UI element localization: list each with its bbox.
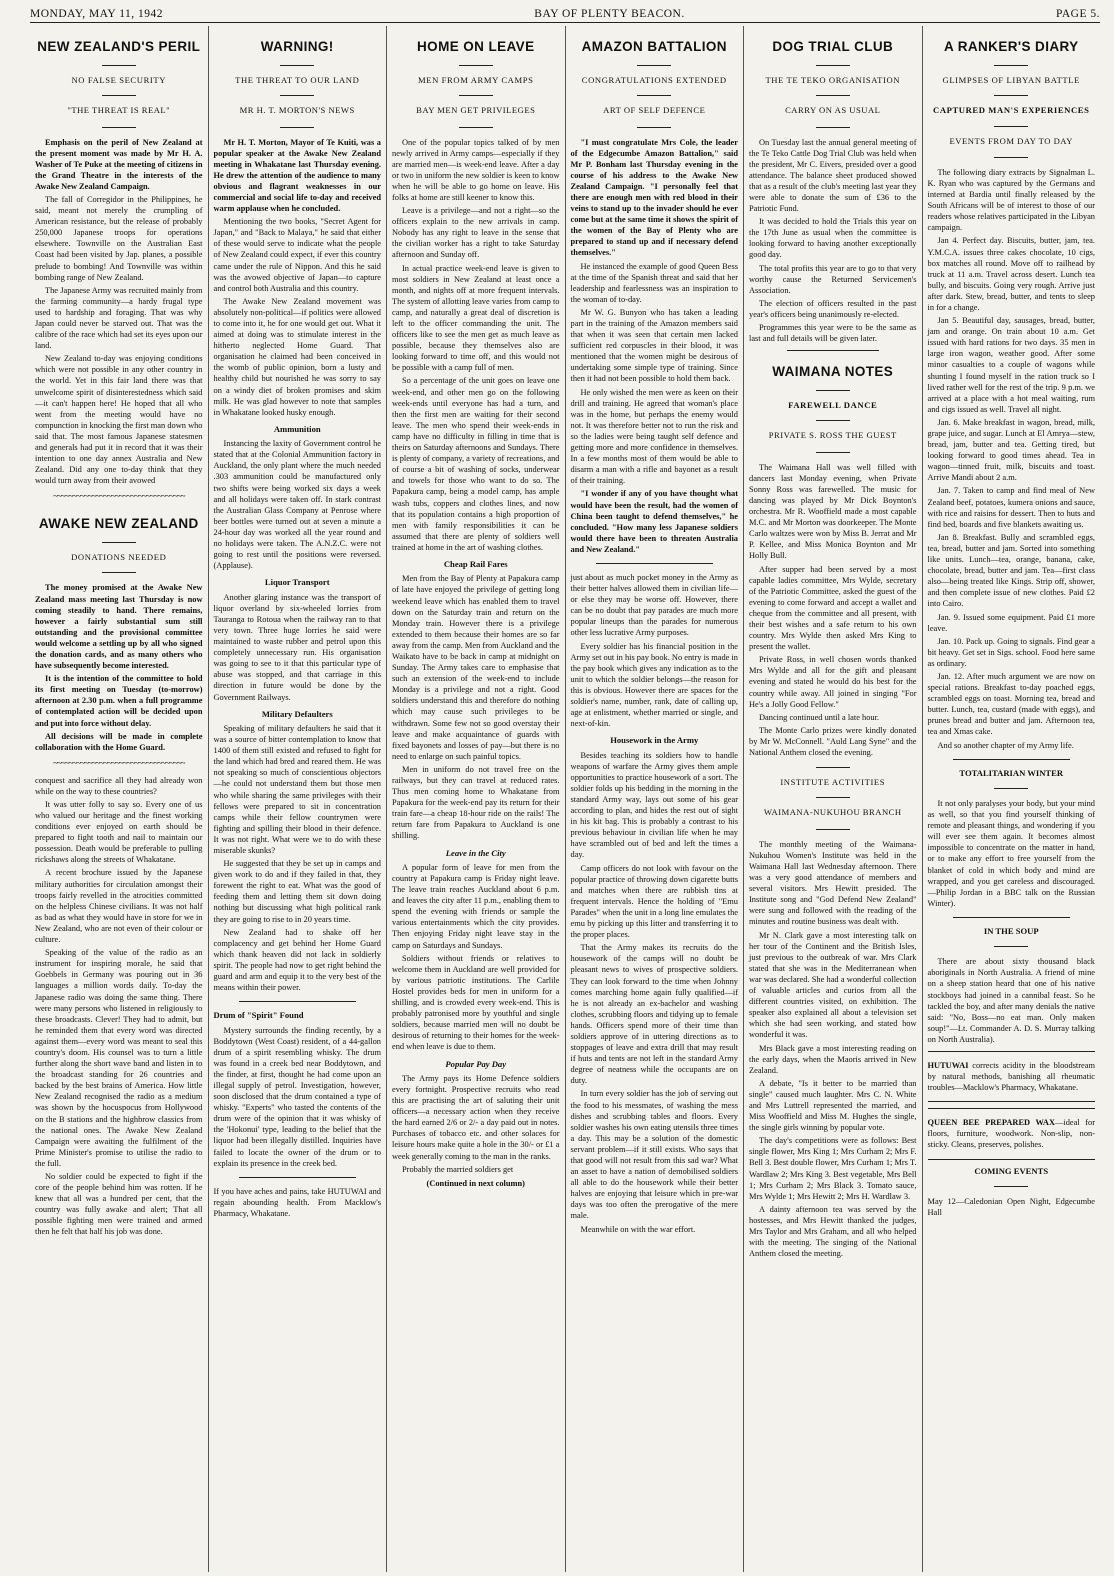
paragraph: The Waimana Hall was well filled with dancers last Monday evening, when Private Sonny Ross was farewelled. The music for dancing was played by Mr Dick Boynton's orchestra. Mr R. Wooffield made a most capable M.C. and Mr Morton was doorkeeper. The Monte Carlo waltzes were won by Miss B. Jerrat and Mr P. Kellee, and Miss Monica Boynton and Mr Holly Bull. (749, 462, 917, 561)
deck: WAIMANA-NUKUHOU BRANCH (763, 807, 902, 818)
section-heading: Housework in the Army (610, 735, 699, 746)
headline-dog-trial: DOG TRIAL CLUB (772, 39, 894, 54)
paragraph: Besides teaching its soldiers how to handle weapons of warfare the Army gives them ample opportunities to practice housework of a sort. The soldier folds up his bedding in the morning in the standard Army way, lays out some of his gear according to plan, and hides the rest out of sight in his kit bag. This is probably a contrast to his previous behaviour in civilian life when he may have scrambled out of bed and left the times a day. (570, 750, 738, 860)
deck: PRIVATE S. ROSS THE GUEST (768, 430, 897, 441)
issue-date: MONDAY, MAY 11, 1942 (30, 8, 164, 20)
advertisement-text (928, 1117, 1096, 1150)
paragraph: No soldier could be expected to fight if the core of the people behind him was rotten. If he knew that all was a hundred per cent, that the country was fully awake and alert; That all possible fighting men were trained and armed then he felt that half his job was done. (35, 1172, 203, 1237)
rule (637, 127, 671, 128)
column-2 (209, 26, 388, 1572)
paragraph: It was decided to hold the Trials this year on the 17th June as usual when the committee is looking forward to having another exceptionally good day. (749, 217, 917, 260)
ad-brand: HUTUWAI (927, 1061, 969, 1070)
intro-paragraph: "I must congratulate Mrs Cole, the leader of the Edgecumbe Amazon Battalion," said Mr P. Bonham last Thursday evening in the course of his address to the Awake New Zealand Campaign. "I personally feel that there are enough men with red blood in their veins to stand up to the invader should he ever come but at the same time it shows the spirit of the women of the Bay of Plenty who are prepared to stand up and if necessary defend themselves." (570, 137, 738, 258)
rule (994, 126, 1028, 127)
rule (816, 829, 850, 830)
section-heading: Military Defaulters (261, 708, 333, 719)
paragraph: He only wished the men were as keen on their drill and training. He agreed that woman's place was in the home, but perhaps the enemy would not. It was therefore better not to run the risk and so the ladies were being taught self defence and getting more and more confidence in themselves. In a few months most of them would be able to disarm a man with a rifle and bayonet as a result of their training. (570, 387, 738, 486)
paragraph: One of the popular topics talked of by men newly arrived in Army camps—especially if they are married men—is week-end leave. After a day or two in uniform the new soldier is keen to know when he will be able to go home on leave. His folks at home are still keener to know this. (392, 137, 560, 202)
page-number: PAGE 5. (1056, 8, 1100, 20)
paragraph: Men from the Bay of Plenty at Papakura camp of late have enjoyed the privilege of getting long weekend leave which has enabled them to travel down on the Saturday train and return on the Monday train. However there is a privilege extended to them because their homes are so far away from the camp. Men from Auckland and the Waikato have to be back in camp at midnight on Sunday. The Army takes care to emphasise that such an extension of the week-end to include Monday is a privilege and not a right. Good soldiers understand this and therefore do nothing which may cause such privileges to be withdrawn. Some few not so good overstay their leave and make acquaintance of guards with fixed bayonets and losses of pay—but there is no need to enlarge on such painful topics. (392, 574, 560, 761)
paragraph: Jan. 9. Issued some equipment. Paid £1 more leave. (927, 612, 1095, 633)
paragraph: A recent brochure issued by the Japanese military authorities for circulation amongst their troops fairly revelled in the atrocities committed on the helpless Chinese civilians. It was not half as bad as what they would have in store for we in New Zealand, who are not even of their colour or culture. (35, 868, 203, 945)
rule (816, 127, 850, 128)
paragraph: Private Ross, in well chosen words thanked Mrs Wylde and all for the gift and pleasant evening and stated he would do his best for the country while away. All joined in singing "For He's a Jolly Good Fellow." (749, 655, 917, 709)
paragraph: After supper had been served by a most capable ladies committee, Mrs Wylde, secretary of the Patriotic Committee, asked the guest of the evening to come forward and accept a wallet and cheque from the committee and all present, with their best wishes and a safe return to his own country. Mrs Wylde then asked Mrs King to present the wallet. (749, 564, 917, 652)
columns (30, 26, 1100, 1572)
paragraph: The Japanese Army was recruited mainly from the farming community—a hardy frugal type used to hardship and foraging. That was why Japan could never be starved out. That was the calibre of the race which had set its eyes upon our land. (35, 285, 203, 351)
paragraph: Mystery surrounds the finding recently, by a Boddytown (West Coast) resident, of a 44-gallon drum of a spirit resembling whisky. The drum was found in a creek bed near Boddytown, and the finder, at first, thought he had come upon an illegal supply of petrol. Investigation, however, soon disclosed that the drum contained a type of whisky. "Experts" who tasted the contents of the drum were of the opinion that it was whisky of the 'Hokonui' type, leading to the belief that the liquor had been illegally distilled. Inquiries have failed to locate the owner of the drum or to explain its presence in the creek bed. (213, 1025, 381, 1168)
paragraph: On Tuesday last the annual general meeting of the Te Teko Cattle Dog Trial Club was held when the president, Mr C. Eivers, presided over a good attendance. The balance sheet produced showed that as a result of the club's meeting last year they were able to donate the sum of £36 to the Patriotic Fund. (749, 137, 917, 214)
paragraph: There are about sixty thousand black aboriginals in North Australia. A friend of mine on a sheep station heard that one of his native stockboys had joined in a cannibal feast. So he tackled the boy, and after many denials the native said: "No, Boss—no eat man. Only maken soup!"—Lt. Commander A. D. S. Murray talking on North Australia). (927, 957, 1095, 1044)
section-heading: COMING EVENTS (974, 1165, 1049, 1176)
rule (816, 420, 850, 421)
divider (596, 563, 713, 564)
paragraph: So a percentage of the unit goes on leave one week-end, and other men go on the following week-ends until everyone has had a turn, and then the first men are waiting for their second leave. The men who spend their week-ends in camp have no difficulty in filling in time that is theirs on Saturday afternoons and Sundays. There is plenty of company, a variety of recreations, and of course a bit of washing of socks, underwear and towels for those who want to do so. The Papakura camp, being a model camp, has ample wash tubs, coppers and clothes lines, and now that its population contains a high proportion of men with family responsibilities it can be assumed that there are plenty of soldiers well trained at home in the art of washing clothes. (392, 376, 560, 552)
paragraph: It was utter folly to say so. Every one of us who valued our heritage and the finest working conditions ever enjoyed on earth should be prepared to fight tooth and nail to maintain our possession. Death would be preferable to pulling rickshaws along the streets of Whakatane. (35, 799, 203, 865)
section-heading: Leave in the City (445, 847, 506, 858)
rule (994, 1186, 1028, 1187)
paragraph: All decisions will be made in complete collaboration with the Home Guard. (35, 731, 203, 752)
continued-note: (Continued in next column) (426, 1178, 525, 1188)
paragraph: Mrs Black gave a most interesting reading on the early days, when the Maoris arrived in New Zealand. (749, 1043, 917, 1075)
paragraph: A dainty afternoon tea was served by the hostesses, and Mrs Hewitt thanked the judges, Mrs Taylor and Mrs Graham, and all who helped with the meeting. The singing of the National Anthem closed the meeting. (749, 1204, 917, 1259)
paragraph: Mr N. Clark gave a most interesting talk on her tour of the Continent and the British Isles, just previous to the outbreak of war. Mrs Clark stated that she was in the Mediterranean when war was declared. She had a wonderful collection of valuable articles and curios from all the different countries visited, on exhibition. The speaker also explained all about a television set which she had seen working, and stated how wonderful it was. (749, 930, 917, 1040)
rule (994, 65, 1028, 66)
column-6 (923, 26, 1101, 1572)
subheading: THE TE TEKO ORGANISATION (765, 74, 901, 85)
rule (637, 95, 671, 96)
paragraph: Jan 8. Breakfast. Bully and scrambled eggs, tea, bread, butter and jam. Sorted into something like units. Lunch—tea, orange, banana, cake, chocolate, bread, butter and jam. Tea—first class also—being treated like Kings. Strip off, shower, and then complete issue of new clothes. Paid £2 into Cairo. (927, 532, 1095, 609)
headline-amazon-battalion: AMAZON BATTALION (581, 39, 727, 54)
paragraph: New Zealand to-day was enjoying conditions which were not possible in any other country in the world. Yet in this fair land there was that unwelcome spirit of disinterestedness which said—it can't happen here! He hoped that all who went from the meeting would have no compunction in knocking the first man down who said that. The most famous Japanese statesmen and generals had put it in record that it was their intention to one day annex Australia and New Zealand. Did any one to-day think that they would turn away from their avowed (35, 354, 203, 486)
paragraph: Every soldier has his financial position in the Army set out in his pay book. No entry is made in the pay book which gives any indication as to the unit to which the soldier belongs—the reason for this is obvious. However there are spaces for the soldier's name, number, rank, date of calling up, age at enlistment, whether married or single, and next-of-kin. (570, 641, 738, 729)
paragraph: Camp officers do not look with favour on the popular practice of throwing down cigarette butts and matches when there are rubbish tins at frequent intervals. Hence the holding of "Emu Parades" when the unit in a long line emulates the emu by picking up this litter and transferring it to the proper places. (570, 863, 738, 940)
paragraph: Jan 5. Beautiful day, sausages, bread, butter, jam and orange. On train about 10 a.m. Get issued with hard rations for two days. 35 men in large iron wagon, weather good. After some minor casualties to a couple of wagons while shunting I found myself in the ration truck so I lived rather well for the rest of the trip. 9 p.m. we arrived at a place with a hot meal waiting, rum and cigs issued as well. Travel all night. (927, 316, 1095, 414)
column-5 (744, 26, 923, 1572)
rule (102, 572, 136, 573)
paragraph: The election of officers resulted in the past year's officers being unanimously re-elected. (749, 298, 917, 319)
intro-paragraph: Emphasis on the peril of New Zealand at the present moment was made by Mr H. A. Washer of Te Puke at the meeting of citizens in the Grand Theatre in the interests of the Awake New Zealand Campaign. (35, 137, 203, 191)
divider (239, 1177, 356, 1178)
deck: MR H. T. MORTON'S NEWS (239, 105, 355, 116)
paragraph: The day's competitions were as follows: Best single flower, Mrs King 1; Mrs Curham 2; Mrs F. Bell 3. Best double flower, Mrs Curham 1; Mrs T. Wardlaw 2; Mrs King 3. Best vegetable, Mrs Bell 1; Mrs Curham 2; Mrs Black 3. Tomato sauce, Mrs Wylde 1; Mrs Hewitt 2; Mrs H. Wardlaw 3. (749, 1136, 917, 1201)
paragraph: Another glaring instance was the transport of liquor overland by six-wheeled lorries from Tauranga to Rotoua when the railway ran to that very town. Three huge lorries he said were maintained to waste rubber and petrol upon this completely unnecessary run. His organisation was going to see to it that this particular type of abuse was stopped, and that carriage in this direction in future would be done by the Government Railways. (213, 592, 381, 702)
headline-rankers-diary: A RANKER'S DIARY (943, 39, 1079, 54)
subheading: MEN FROM ARMY CAMPS (418, 74, 534, 85)
headline-awake-nz: AWAKE NEW ZEALAND (38, 516, 199, 532)
paragraph: Soldiers without friends or relatives to welcome them in Auckland are well provided for by various patriotic institutions. The Carlile Hostel provides beds for men in uniform for a shilling, and is crowded every week-end. This is probably patronised more by youthful and single soldiers, because married men will no doubt be desirous of returning to their homes for the week-end when leave is due to them. (392, 953, 560, 1052)
event-listing: May 12—Caledonian Open Night, Edgecumbe Hall (927, 1196, 1095, 1217)
paragraph: Mr W. G. Bunyon who has taken a leading part in the training of the Amazon members said that when it was seen that certain men lacked sufficient red corpuscles in their blood, it was mentioned that the women might be desirous of undertaking some simple type of training. Since then it had not been possible to hold them back. (570, 307, 738, 384)
paragraph: conquest and sacrifice all they had already won while on the way to these countries? (35, 775, 203, 796)
rule (102, 542, 136, 543)
subheading: THE THREAT TO OUR LAND (235, 74, 360, 85)
rule (102, 65, 136, 66)
paragraph: In actual practice week-end leave is given to most soldiers in New Zealand at least once a month, and nights off at more frequent intervals. The system of allotting leave varies from camp to camp, and naturally a great deal of discretion is left to the officer commanding the unit. The officers like to see the men get as much leave as possible, because they themselves also are looking forward to time off, and this would not be possible with a camp full of men. (392, 263, 560, 373)
subheading: FAREWELL DANCE (788, 400, 878, 410)
deck: CARRY ON AS USUAL (785, 105, 881, 116)
paragraph: Speaking of the value of the radio as an instrument for inspiring morale, he said that Goebbels in Germany was pouring out in 36 languages a million words daily. To-day the Japanese radio was doing the same thing. There were many persons who listened in religiously to these broadcasts. Clever! They had to admit, but he reminded them that every word was directed against them—every word was meant to seal this country's doom. His counsel was to turn a little further along the short wave band and listen in to the broadcast standing for 26 countries and backed by the best brains of America. How little New Zealand recognised the radio as a medium was shown by the hocuspocus from Hollywood on the B stations and the highbrow classics from the national ones. The Awake New Zealand Campaign were awaiting the fulfilment of the Prime Minister's promise to utilise the radio to the full. (35, 948, 203, 1168)
paper-title: BAY OF PLENTY BEACON. (534, 8, 685, 20)
headline-nz-peril: NEW ZEALAND'S PERIL (37, 39, 201, 54)
deck: BAY MEN GET PRIVILEGES (416, 105, 536, 116)
masthead (30, 6, 1100, 23)
paragraph: The Monte Carlo prizes were kindly donated by Mr W. McConnell. "Auld Lang Syne" and the National Anthem closed the evening. (749, 725, 917, 758)
rule (816, 95, 850, 96)
column-3 (387, 26, 566, 1572)
ad-brand: QUEEN BEE PREPARED WAX (927, 1118, 1056, 1128)
rule (994, 157, 1028, 158)
intro-paragraph: Mr H. T. Morton, Mayor of Te Kuiti, was a popular speaker at the Awake New Zealand meeting in Whakatane last Thursday evening. He drew the attention of the audience to many obvious and flagrant weaknesses in our commercial and social life to-day and received warm applause when he concluded. (213, 137, 381, 214)
section-heading: TOTALITARIAN WINTER (959, 767, 1064, 778)
paragraph: The following diary extracts by Signalman L. K. Ryan who was captured by the Germans and interned at Bardia until finally released by the South Africans will be of interest to those of our readers whose relatives participated in the Libyan campaign. (927, 167, 1095, 233)
deck: "THE THREAT IS REAL" (67, 105, 171, 116)
paragraph: He suggested that they be set up in camps and given work to do and if they failed in that, they forewent the right to eat. What was the good of feeding them and letting them sit down doing nothing but discussing what high political rank they are going to rise to in 20 years time. (213, 859, 381, 924)
paragraph: Speaking of military defaulters he said that it was a source of bitter contemplation to know that 1400 of them still existed and refused to fight for the land which had bred and reared them. He was not speaking so much of conscientious objectors—he could not understand them but those men who while sharing the same privileges with their fellows were prepared to sit in concentration camps while their fellow countrymen were fighting and spilling their blood in their defence. It was not right. What were we to do with these miserable skunks? (213, 723, 381, 855)
headline-home-on-leave: HOME ON LEAVE (417, 39, 535, 54)
divider (787, 350, 879, 351)
column-4 (566, 26, 745, 1572)
paragraph: Mentioning the two books, "Secret Agent for Japan," and "Back to Malaya," he said that either of these would serve to indicate what the people of New Zealand could expect, if ever this country came under the rule of Nippon. And this he said was the avowed objective of Japan—to capture and control both Australia and this country. (213, 217, 381, 293)
deck: ART OF SELF DEFENCE (603, 105, 706, 116)
paragraph: In turn every soldier has the job of serving out the food to his messmates, of washing the mess dishes and scrubbing tables and floors. Every soldier washes his own eating utensils three times a day. This may be a solution of the domestic servant problem—if it still exists. Who says that that good will not result from this sad war? What an asset to have a nation of demobilised soldiers all able to do the housework while their better halves are enjoying that leisure which in pre-war days was too often the prerogative of the mere male. (570, 1089, 738, 1221)
paragraph: New Zealand had to shake off her complacency and get behind her Home Guard which thank heaven did not lack in soldierly spirit. The people had now to get right behind the guard and arm and equip it to the very best of the means within their power. (213, 927, 381, 993)
rule (816, 65, 850, 66)
rule (459, 65, 493, 66)
rule (459, 95, 493, 96)
subheading: CAPTURED MAN'S EXPERIENCES (933, 105, 1090, 116)
paragraph: And so another chapter of my Army life. (937, 740, 1074, 750)
advertisement-queen-bee (928, 1108, 1096, 1159)
ornamental-rule: ~~~~~~~~~~~~~~~~~~~~~~~~~~~~~~~~~~ (52, 491, 185, 502)
ad-body: —ideal for floors, furniture, woodwork. Non-slip, non-sticky. Cleans, preserves, polishes. (927, 1118, 1096, 1150)
paragraph: Jan. 10. Pack up. Going to signals. Find gear a bit heavy. Get set in Sigs. school. Food here same as ordinary. (927, 636, 1095, 668)
paragraph: The money promised at the Awake New Zealand mass meeting last Thursday is now coming steadily to hand. There remains, however a fairly substantial sum still outstanding and the provisional committee would welcome a settling up by all who signed the donation cards, and as many others who have subsequently become interested. (35, 583, 203, 671)
rule (637, 65, 671, 66)
rule (816, 767, 850, 768)
rule (280, 127, 314, 128)
paragraph: Leave is a privilege—and not a right—so the officers explain to the new arrivals in camp. Nobody has any right to leave in the sense that the civilian worker has a right to take Saturday afternoon and Sunday off. (392, 206, 560, 260)
rule (816, 390, 850, 391)
paragraph: A debate, "Is it better to be married than single" caused much laughter. Mrs C. N. White and Mrs Luttrell represented the married, and Miss Wooffield and Miss M. Hughes the single, the single girls winning by popular vote. (749, 1078, 917, 1133)
paragraph: Jan 4. Perfect day. Biscuits, butter, jam, tea. Y.M.C.A. issues three cakes chocolate, 10 cigs, box matches all round. Move off to railhead by truck at 11 a.m. Travel across desert. Lunch tea bully, and biscuits. Going very rough. Arrive just after dark. Stew, bread, butter, and tents to sleep in for a change. (927, 236, 1095, 312)
section-heading: IN THE SOUP (983, 925, 1039, 936)
paragraph: The monthly meeting of the Waimana-Nukuhou Women's Institute was held in the Waimana Hall last Wednesday afternoon. There was a very good attendance of members and several visitors. Mrs Hewitt presided. The Institute song and "God Defend New Zealand" were sung and followed with the reading of the minutes and routine business was dealt with. (749, 839, 917, 927)
paragraph: just about as much pocket money in the Army as their better halves allowed them in civilian life—or else they may be worse off. However, there can be no doubt that pay parades are much more popular lineups than the parades for numerous other less lucrative Army purposes. (570, 572, 738, 638)
paragraph: Programmes this year were to be the same as last and full details will be given later. (749, 323, 917, 344)
quote-paragraph: "I wonder if any of you have thought what would have been the result, had the women of China been taught to defend themselves," he concluded. "How many less Japanese soldiers would there have been to threaten Australia and New Zealand." (570, 489, 738, 554)
paragraph: Meanwhile on with the war effort. (580, 1224, 696, 1234)
rule (994, 788, 1028, 789)
deck: EVENTS FROM DAY TO DAY (949, 135, 1073, 146)
rule (280, 65, 314, 66)
headline-warning: WARNING! (260, 39, 334, 54)
paragraph: A popular form of leave for men from the country at Papakura camp is Friday night leave. The leave train reaches Auckland about 6 p.m. and leaves the city after 11 p.m., enabling them to spend the evening with friends or sample the various entertainments which the city provides. Then enjoying Friday night leave stay in the camp on Saturdays and Sundays. (392, 862, 560, 950)
ad-body: corrects acidity in the bloodstream by natural methods, banishing all rheumatic troubles—Macklow's Pharmacy, Whakatane. (927, 1061, 1095, 1093)
paragraph: The Army pays its Home Defence soldiers every fortnight. Prospective recruits who read this are practising the art of saluting their unit officers—a necessary action when they receive the hard earned 2/6 or 2/- a day paid out in notes. Purchases of tobacco etc. and other solaces for leisure hours make quite a hole in the 30/- or £1 a week generally coming to the man in the ranks. (392, 1073, 560, 1161)
paragraph: The total profits this year are to go to that very worthy cause the Returned Servicemen's Association. (749, 263, 917, 295)
advertisement: If you have aches and pains, take HUTUWAI and regain abounding health. From Macklow's Pharmacy, Whakatane. (213, 1186, 381, 1218)
paragraph: Jan. 12. After much argument we are now on special rations. Breakfast to-day poached eggs, scrambled eggs on toast. Morning tea, bread and butter. Lunch, tea, custard (made with eggs), and prunes bread and butter and jam. Afternoon tea, tea and Xmas cake. (927, 671, 1095, 737)
section-heading: Cheap Rail Fares (443, 558, 508, 569)
advertisement-hutuwai (928, 1051, 1096, 1102)
rule (816, 452, 850, 453)
section-heading: Ammunition (273, 423, 321, 434)
section-heading: Drum of "Spirit" Found (213, 1010, 304, 1021)
section-heading: Liquor Transport (264, 577, 330, 588)
subheading: CONGRATULATIONS EXTENDED (581, 74, 727, 85)
paragraph: Jan. 6. Make breakfast in wagon, bread, milk, grape juice, and sugar. Lunch at El Amrya—stew, bread, jam, butter and tea. Getting tired, but looking forward to good times ahead. Tea in wagon—tinned fruit, milk, biscuits and toast. Arrive Mandi about 2 a.m. (927, 417, 1095, 483)
rule (994, 946, 1028, 947)
paragraph: Men in uniform do not travel free on the railways, but they can travel at reduced rates. Thus men coming home to Whakatane from Papakura for the week-end pay its return for their train fare—a cheap 18-hour ride on the rails! The return fare from Papakura to Auckland is one shilling. (392, 764, 560, 841)
paragraph: Instancing the laxity of Government control he stated that at the Colonial Ammunition factory in Auckland, the only plant where the much needed .303 ammunition could be manufactured only two shifts were being worked six days a week and all holidays were taken off. In stark contrast the Australian Glass Company at Penrose where beer bottles were turned out at seven a minute a 24-hour day was worked all the year round and no holidays were taken. The A.N.Z.C. were not going to rest until the positions were reversed. (Applause). (213, 439, 381, 571)
rule (102, 127, 136, 128)
subheading: GLIMPSES OF LIBYAN BATTLE (942, 74, 1080, 85)
ornamental-rule: ~~~~~~~~~~~~~~~~~~~~~~~~~~~~~~~~~~ (52, 757, 185, 768)
rule (102, 95, 136, 96)
divider (239, 1001, 356, 1002)
divider (953, 917, 1070, 918)
rule (280, 95, 314, 96)
paragraph: The fall of Corregidor in the Philippines, he said, meant not merely the crumpling of American resistance, but the release of probably 250,000 Japanese troops for operations elsewhere. Townville on the Australian East Coast had been visited by Jap. planes, a possible prelude to bombing! And Townville was within bombing range of New Zealand. (35, 194, 203, 282)
paragraph: It is the intention of the committee to hold its first meeting on Tuesday (to-morrow) afternoon at 2.30 p.m. when a full programme of contemplated action will be decided upon and put into force without delay. (35, 674, 203, 728)
paragraph: He instanced the example of good Queen Bess at the time of the Spanish threat and said that her leadership and fearlessness was an inspiration to the woman of to-day. (570, 261, 738, 304)
paragraph: Dancing continued until a late hour. (759, 712, 880, 722)
section-heading: Popular Pay Day (445, 1058, 507, 1069)
headline-waimana-notes: WAIMANA NOTES (772, 364, 894, 380)
subheading: NO FALSE SECURITY (71, 74, 167, 85)
subheading: INSTITUTE ACTIVITIES (780, 777, 886, 788)
rule (994, 95, 1028, 96)
rule (816, 797, 850, 798)
divider (953, 759, 1070, 760)
column-1 (30, 26, 209, 1572)
paragraph: It not only paralyses your body, but your mind as well, so that you find yourself thinking of remote and pleasant things, and wondering if you will ever see them again. It becomes almost impossible to concentrate on the matter in hand, or to make any effort to free yourself from the blanket of cold in which body and mind are wrapped, and you get careless and discouraged.—Philip Jordan in a BBC talk on the Russian Winter). (927, 798, 1095, 908)
subheading: DONATIONS NEEDED (71, 552, 167, 563)
paragraph: The Awake New Zealand movement was absolutely non-political—if politics were allowed to come into it, he for one would get out. What it aimed at doing was to stimulate interest in the hitherto neglected Home Guard. That organisation he claimed had been conceived in the womb of public opinion, born a lusty and healthy child but nourished he was sorry to say on a windy diet of broken promises and skim milk. He was glad however to note that samples in Whakatane looked husky enough. (213, 296, 381, 417)
rule (459, 127, 493, 128)
paragraph: That the Army makes its recruits do the housework of the camps will no doubt be pleasant news to wives of prospective soldiers. They can look forward to the time when Johnny comes marching home again fully qualified—if he is not already an ex-bachelor and washing clothes, scrubbing floors and tidying up to female hands. Officers spend more of their time than soldiers approve of in uttering directions as to stoppages of leave and extra drill that may result if huts and tents are not left in the standard Army degree of neatness while the occupants are on duty. (570, 943, 738, 1086)
paragraph: Probably the married soldiers get (402, 1164, 514, 1174)
advertisement-text (928, 1060, 1096, 1093)
paragraph: Jan. 7. Taken to camp and find meal of New Zealand beef, potatoes, kumera onions and sauce, with rice and raisins for dessert. Then to huts and find bed, boards and five blankets awaiting us. (927, 486, 1095, 529)
